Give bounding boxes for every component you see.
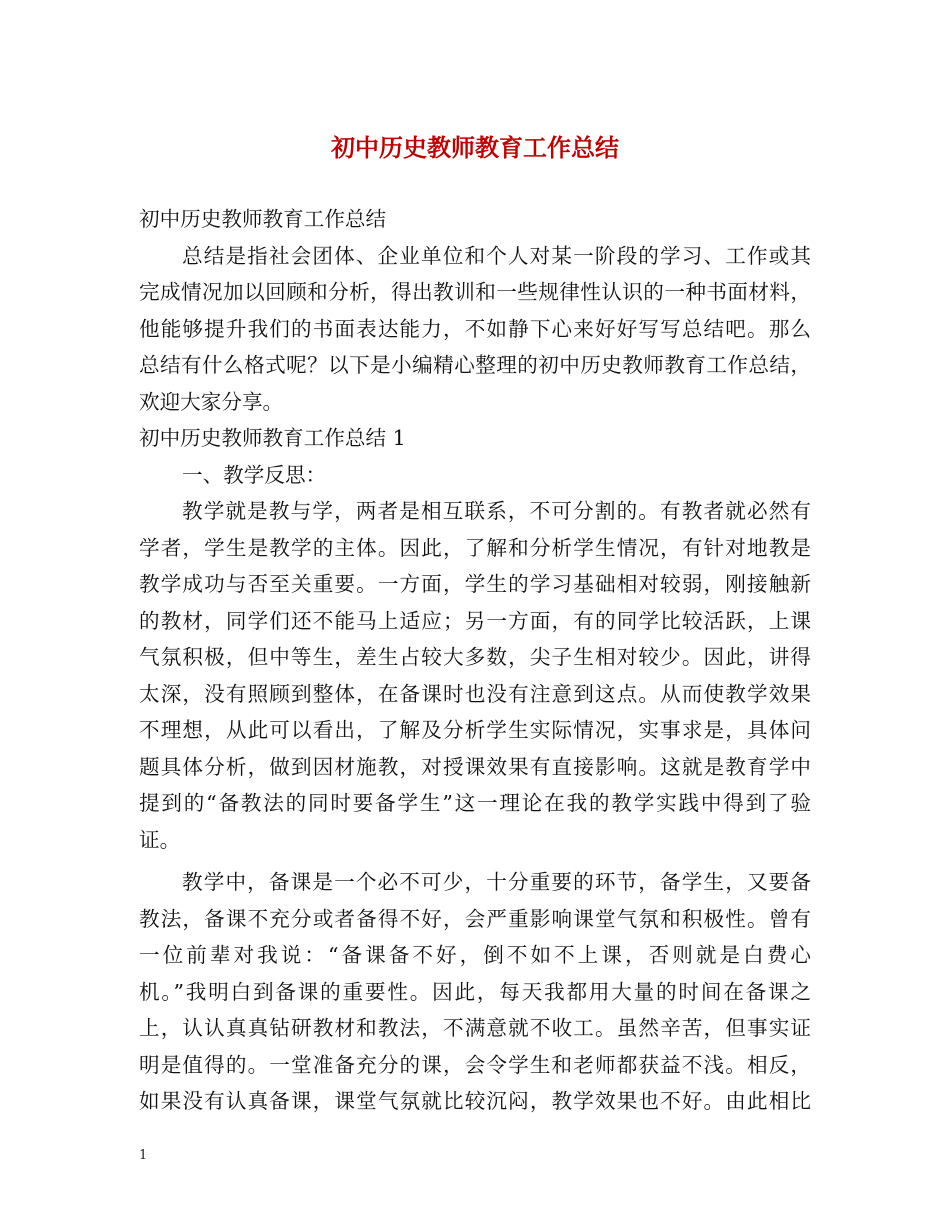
paragraph-line: 如果没有认真备课，课堂气氛就比较沉闷，教学效果也不好。由此相比	[139, 1089, 811, 1113]
paragraph-line: 他能够提升我们的书面表达能力，不如静下心来好好写写总结吧。那么	[139, 316, 811, 341]
paragraph-line: 总结是指社会团体、企业单位和个人对某一阶段的学习、工作或其	[182, 243, 811, 268]
paragraph-line: 完成情况加以回顾和分析，得出教训和一些规律性认识的一种书面材料，	[139, 280, 811, 304]
subsection-heading: 一、教学反思：	[182, 462, 327, 487]
page-number: 1	[139, 1148, 148, 1163]
paragraph-line: 上，认认真真钻研教材和教法，不满意就不收工。虽然辛苦，但事实证	[139, 1016, 811, 1040]
paragraph-line: 一位前辈对我说：“备课备不好，倒不如不上课，否则就是白费心	[139, 943, 811, 967]
paragraph-line: 太深，没有照顾到整体，在备课时也没有注意到这点。从而使教学效果	[139, 681, 811, 706]
paragraph-line: 机。”我明白到备课的重要性。因此，每天我都用大量的时间在备课之	[139, 979, 811, 1004]
paragraph-line: 学者，学生是教学的主体。因此，了解和分析学生情况，有针对地教是	[139, 535, 811, 560]
paragraph-line: 明是值得的。一堂准备充分的课，会令学生和老师都获益不浅。相反，	[139, 1052, 811, 1077]
document-title: 初中历史教师教育工作总结	[331, 133, 619, 162]
paragraph-line: 气氛积极，但中等生，差生占较大多数，尖子生相对较少。因此，讲得	[139, 645, 811, 669]
paragraph-line: 不理想，从此可以看出，了解及分析学生实际情况，实事求是，具体问	[139, 718, 811, 742]
paragraph-line: 的教材，同学们还不能马上适应；另一方面，有的同学比较活跃，上课	[139, 608, 811, 633]
subtitle-line: 初中历史教师教育工作总结	[139, 207, 387, 231]
paragraph-line: 题具体分析，做到因材施教，对授课效果有直接影响。这就是教育学中	[139, 754, 811, 779]
paragraph-line: 提到的“备教法的同时要备学生”这一理论在我的教学实践中得到了验	[139, 791, 811, 815]
section-heading: 初中历史教师教育工作总结 1	[139, 426, 406, 450]
paragraph-line: 欢迎大家分享。	[139, 389, 284, 414]
paragraph-line: 教学中，备课是一个必不可少，十分重要的环节，备学生，又要备	[182, 870, 811, 894]
paragraph-line: 教学成功与否至关重要。一方面，学生的学习基础相对较弱，刚接触新	[139, 572, 811, 596]
document-body	[139, 201, 811, 1120]
paragraph-line: 总结有什么格式呢？以下是小编精心整理的初中历史教师教育工作总结，	[139, 353, 811, 377]
paragraph-line: 教法，备课不充分或者备得不好，会严重影响课堂气氛和积极性。曾有	[139, 906, 811, 931]
paragraph-line: 教学就是教与学，两者是相互联系，不可分割的。有教者就必然有	[182, 499, 811, 523]
paragraph-line: 证。	[139, 827, 181, 852]
